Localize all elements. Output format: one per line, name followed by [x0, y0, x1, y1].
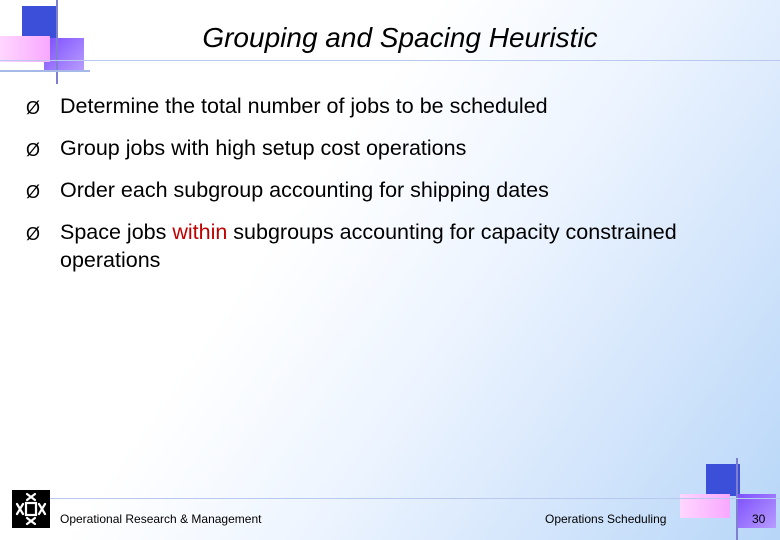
arrow-bullet-icon: Ø	[26, 182, 41, 202]
footer-center-text: Operations Scheduling	[545, 512, 667, 526]
deco-square-top-left-pink	[0, 36, 50, 62]
deco-square-top-left-blue	[22, 6, 56, 40]
university-logo-icon	[12, 490, 50, 528]
arrow-bullet-icon: Ø	[26, 140, 41, 160]
bullet-item	[26, 176, 766, 204]
page-number: 30	[752, 512, 766, 526]
arrow-bullet-icon: Ø	[26, 98, 41, 118]
deco-line-top-left-horizontal	[0, 70, 90, 72]
footer-left-text: Operational Research & Management	[60, 512, 262, 526]
deco-square-top-left-violet	[44, 38, 84, 70]
deco-square-bottom-right-blue	[706, 464, 740, 496]
deco-line-title-underline	[0, 60, 780, 61]
bullet-text: Space jobs	[60, 220, 173, 244]
bullet-text: Order each subgroup accounting for shipping dates	[60, 178, 549, 202]
slide-title: Grouping and Spacing Heuristic	[202, 22, 598, 53]
deco-line-bottom-right-vertical	[736, 458, 738, 540]
bullet-item	[26, 92, 766, 120]
bullet-text: subgroups accounting for capacity constrained operations	[60, 220, 677, 272]
bullet-text: Group jobs with high setup cost operations	[60, 136, 467, 160]
deco-line-footer	[20, 498, 780, 499]
bullet-item	[26, 218, 766, 274]
bullet-text: Determine the total number of jobs to be scheduled	[60, 94, 548, 118]
bullet-text-highlight: within	[172, 220, 228, 244]
bullet-list	[26, 92, 766, 274]
bullet-item	[26, 134, 766, 162]
arrow-bullet-icon: Ø	[26, 224, 41, 244]
